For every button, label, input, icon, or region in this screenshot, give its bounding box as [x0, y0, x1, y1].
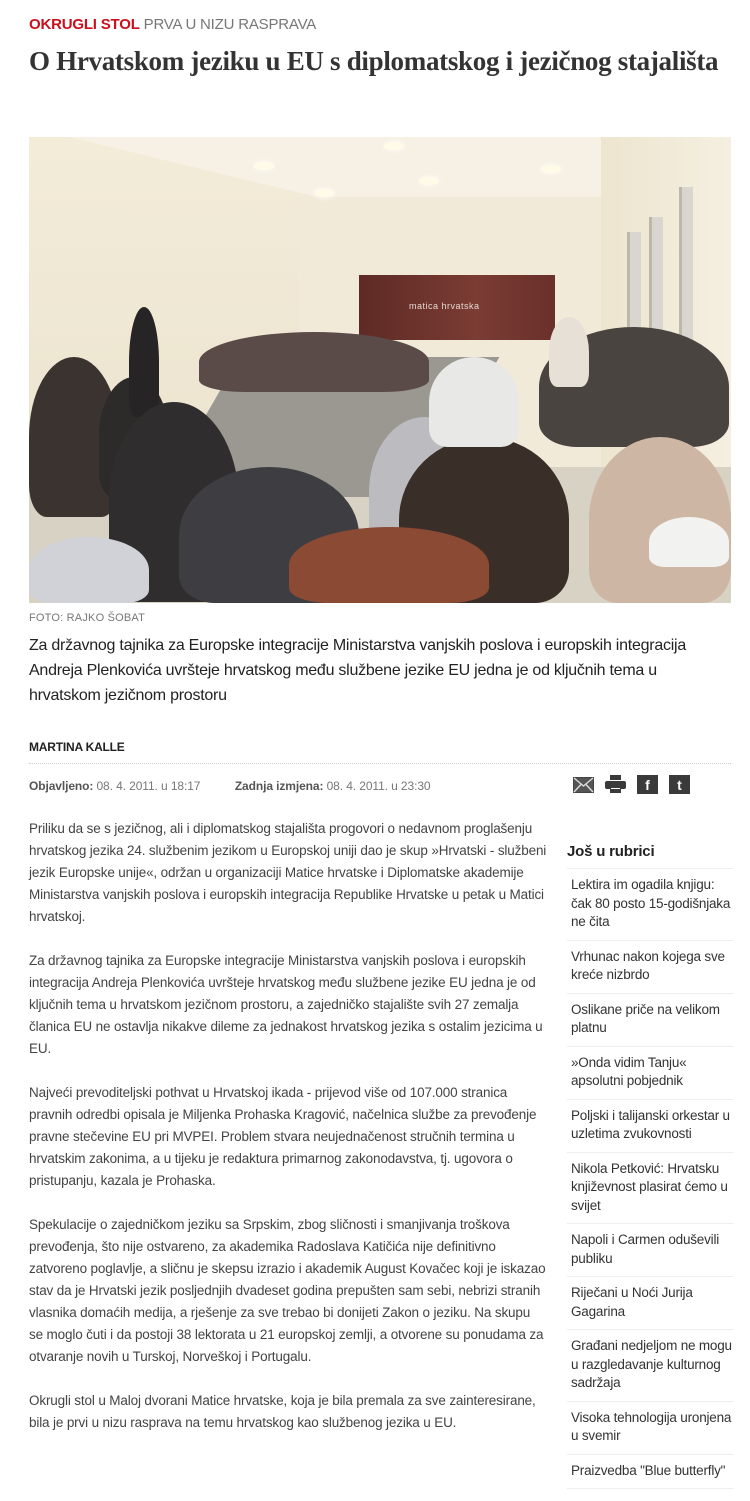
topic-label: PRVA U NIZU RASPRAVA — [143, 16, 317, 33]
sidebar-link[interactable]: Napoli i Carmen oduševili publiku — [567, 1224, 733, 1277]
article-lead: Za državnog tajnika za Europske integracije Ministarstva vanjskih poslova i europskih integracija Andreja Plenkovića uvršteje hrvatskog među službene jezike EU jedna je od ključnih tema u hrvatskom jezičnom prostoru — [29, 637, 686, 704]
kicker — [29, 15, 316, 35]
photo-ceiling-light — [419, 177, 439, 185]
sidebar-link[interactable]: Visoka tehnologija uronjena u svemir — [567, 1402, 733, 1455]
photo-banner: matica hrvatska — [359, 275, 555, 340]
sidebar-link[interactable]: Vrhunac nakon kojega sve kreće nizbrdo — [567, 941, 733, 994]
rubric-link[interactable]: OKRUGLI STOL — [29, 16, 140, 33]
photo-person — [29, 537, 149, 603]
photo-ceiling-light — [541, 165, 561, 173]
photo-person — [649, 517, 729, 567]
sidebar-title: Još u rubrici — [567, 843, 733, 869]
article-headline: O Hrvatskom jeziku u EU s diplomatskog i jezičnog stajališta — [29, 46, 719, 76]
photo-person — [429, 357, 519, 447]
photo-person — [289, 527, 489, 603]
published-label: Objavljeno: — [29, 779, 94, 793]
sidebar-link[interactable]: Građani nedjeljom ne mogu u razgledavanje kulturnog sadržaja — [567, 1330, 733, 1402]
photo-ceiling-light — [254, 162, 274, 170]
photo-ceiling-light — [384, 142, 404, 150]
sidebar-link[interactable]: Oslikane priče na velikom platnu — [567, 994, 733, 1047]
article-paragraph: Spekulacije o zajedničkom jeziku sa Srpskim, zbog sličnosti i smanjivanja troškova prevođenja, što nije ostvareno, za akademika Radoslava Katičića nije definitivno zatvoreno poglavlje, a sličnu je skepsu izrazio i akademik August Kovačec koji je iskazao stav da je Hrvatski jezik posljednjih dvadeset godina prepušten sam sebi, nebrizi stranih vlasnika domaćih medija, a rješenje za sve trebao bi donijeti Zakon o jeziku. Na skupu se moglo čuti i da postoji 38 lektorata u 21 europskoj zemlji, a otvorene su ponudama za otvaranje novih u Turskoj, Norveškoj i Portugalu. — [29, 1217, 546, 1364]
print-icon[interactable] — [605, 775, 626, 794]
modified-label: Zadnja izmjena: — [234, 779, 324, 793]
photo-person — [129, 307, 159, 417]
article-paragraph: Za državnog tajnika za Europske integracije Ministarstva vanjskih poslova i europskih integracija Andreja Plenkovića uvršteje hrvatskog među službene jezike EU jedna je od ključnih tema u hrvatskom jezičnom prostoru, a zajedničko stajalište svih 27 zemalja članica EU ne ostavlja nikakve dileme za jednakost hrvatskog jezika s ostalim jezicima u EU. — [29, 953, 543, 1056]
sidebar-link[interactable]: Nikola Petković: Hrvatsku književnost plasirat ćemo u svijet — [567, 1153, 733, 1225]
sidebar-link[interactable]: Riječani u Noći Jurija Gagarina — [567, 1277, 733, 1330]
sidebar-link[interactable]: »Onda vidim Tanju« apsolutni pobjednik — [567, 1047, 733, 1100]
mail-icon[interactable] — [573, 775, 594, 794]
share-toolbar — [573, 775, 690, 794]
published-value: 08. 4. 2011. u 18:17 — [96, 779, 201, 793]
author-name[interactable]: MARTINA KALLE — [29, 740, 125, 754]
article-paragraph: Okrugli stol u Maloj dvorani Matice hrvatske, koja je bila premala za sve zainteresirane, bila je prvi u nizu rasprava na temu hrvatskog kao službenog jezika u EU. — [29, 1393, 536, 1430]
photo-ceiling-light — [314, 189, 334, 197]
photo-person — [199, 332, 429, 392]
modified-value: 08. 4. 2011. u 23:30 — [326, 779, 431, 793]
article-paragraph: Najveći prevoditeljski pothvat u Hrvatskoj ikada - prijevod više od 107.000 stranica pravnih odredbi opisala je Miljenka Prohaska Kragović, načelnica službe za prevođenje pravne stečevine EU pri MVPEI. Problem stvara neujednačenost stručnih termina u hrvatskim zakonima, a u tijeku je redaktura primarnog zakonodavstva, tj. ugovora o pristupanju, kazala je Prohaska. — [29, 1085, 537, 1188]
article-body — [29, 818, 547, 1456]
sidebar-link[interactable]: Lektira im ogadila knjigu: čak 80 posto 15-godišnjaka ne čita — [567, 869, 733, 941]
more-in-section — [567, 843, 733, 1489]
sidebar-link[interactable]: Poljski i talijanski orkestar u uzletima zvukovnosti — [567, 1100, 733, 1153]
facebook-icon[interactable]: f — [637, 775, 658, 794]
publish-meta — [29, 779, 430, 793]
photo-person — [549, 317, 589, 387]
photo-credit: FOTO: RAJKO ŠOBAT — [29, 612, 146, 624]
article-paragraph: Priliku da se s jezičnog, ali i diplomatskog stajališta progovori o nedavnom proglašenju hrvatskog jezika 24. službenim jezikom u Europskoj uniji dao je skup »Hrvatski - službeni jezik Europske unije«, održan u organizaciji Matice hrvatske i Diplomatske akademije Ministarstva vanjskih poslova i europskih integracija Republike Hrvatske u petak u Matici hrvatskoj. — [29, 821, 547, 924]
byline-divider — [29, 763, 731, 764]
sidebar-link[interactable]: Praizvedba "Blue butterfly" — [567, 1455, 733, 1490]
article-photo — [29, 137, 731, 603]
twitter-icon[interactable]: t — [669, 775, 690, 794]
